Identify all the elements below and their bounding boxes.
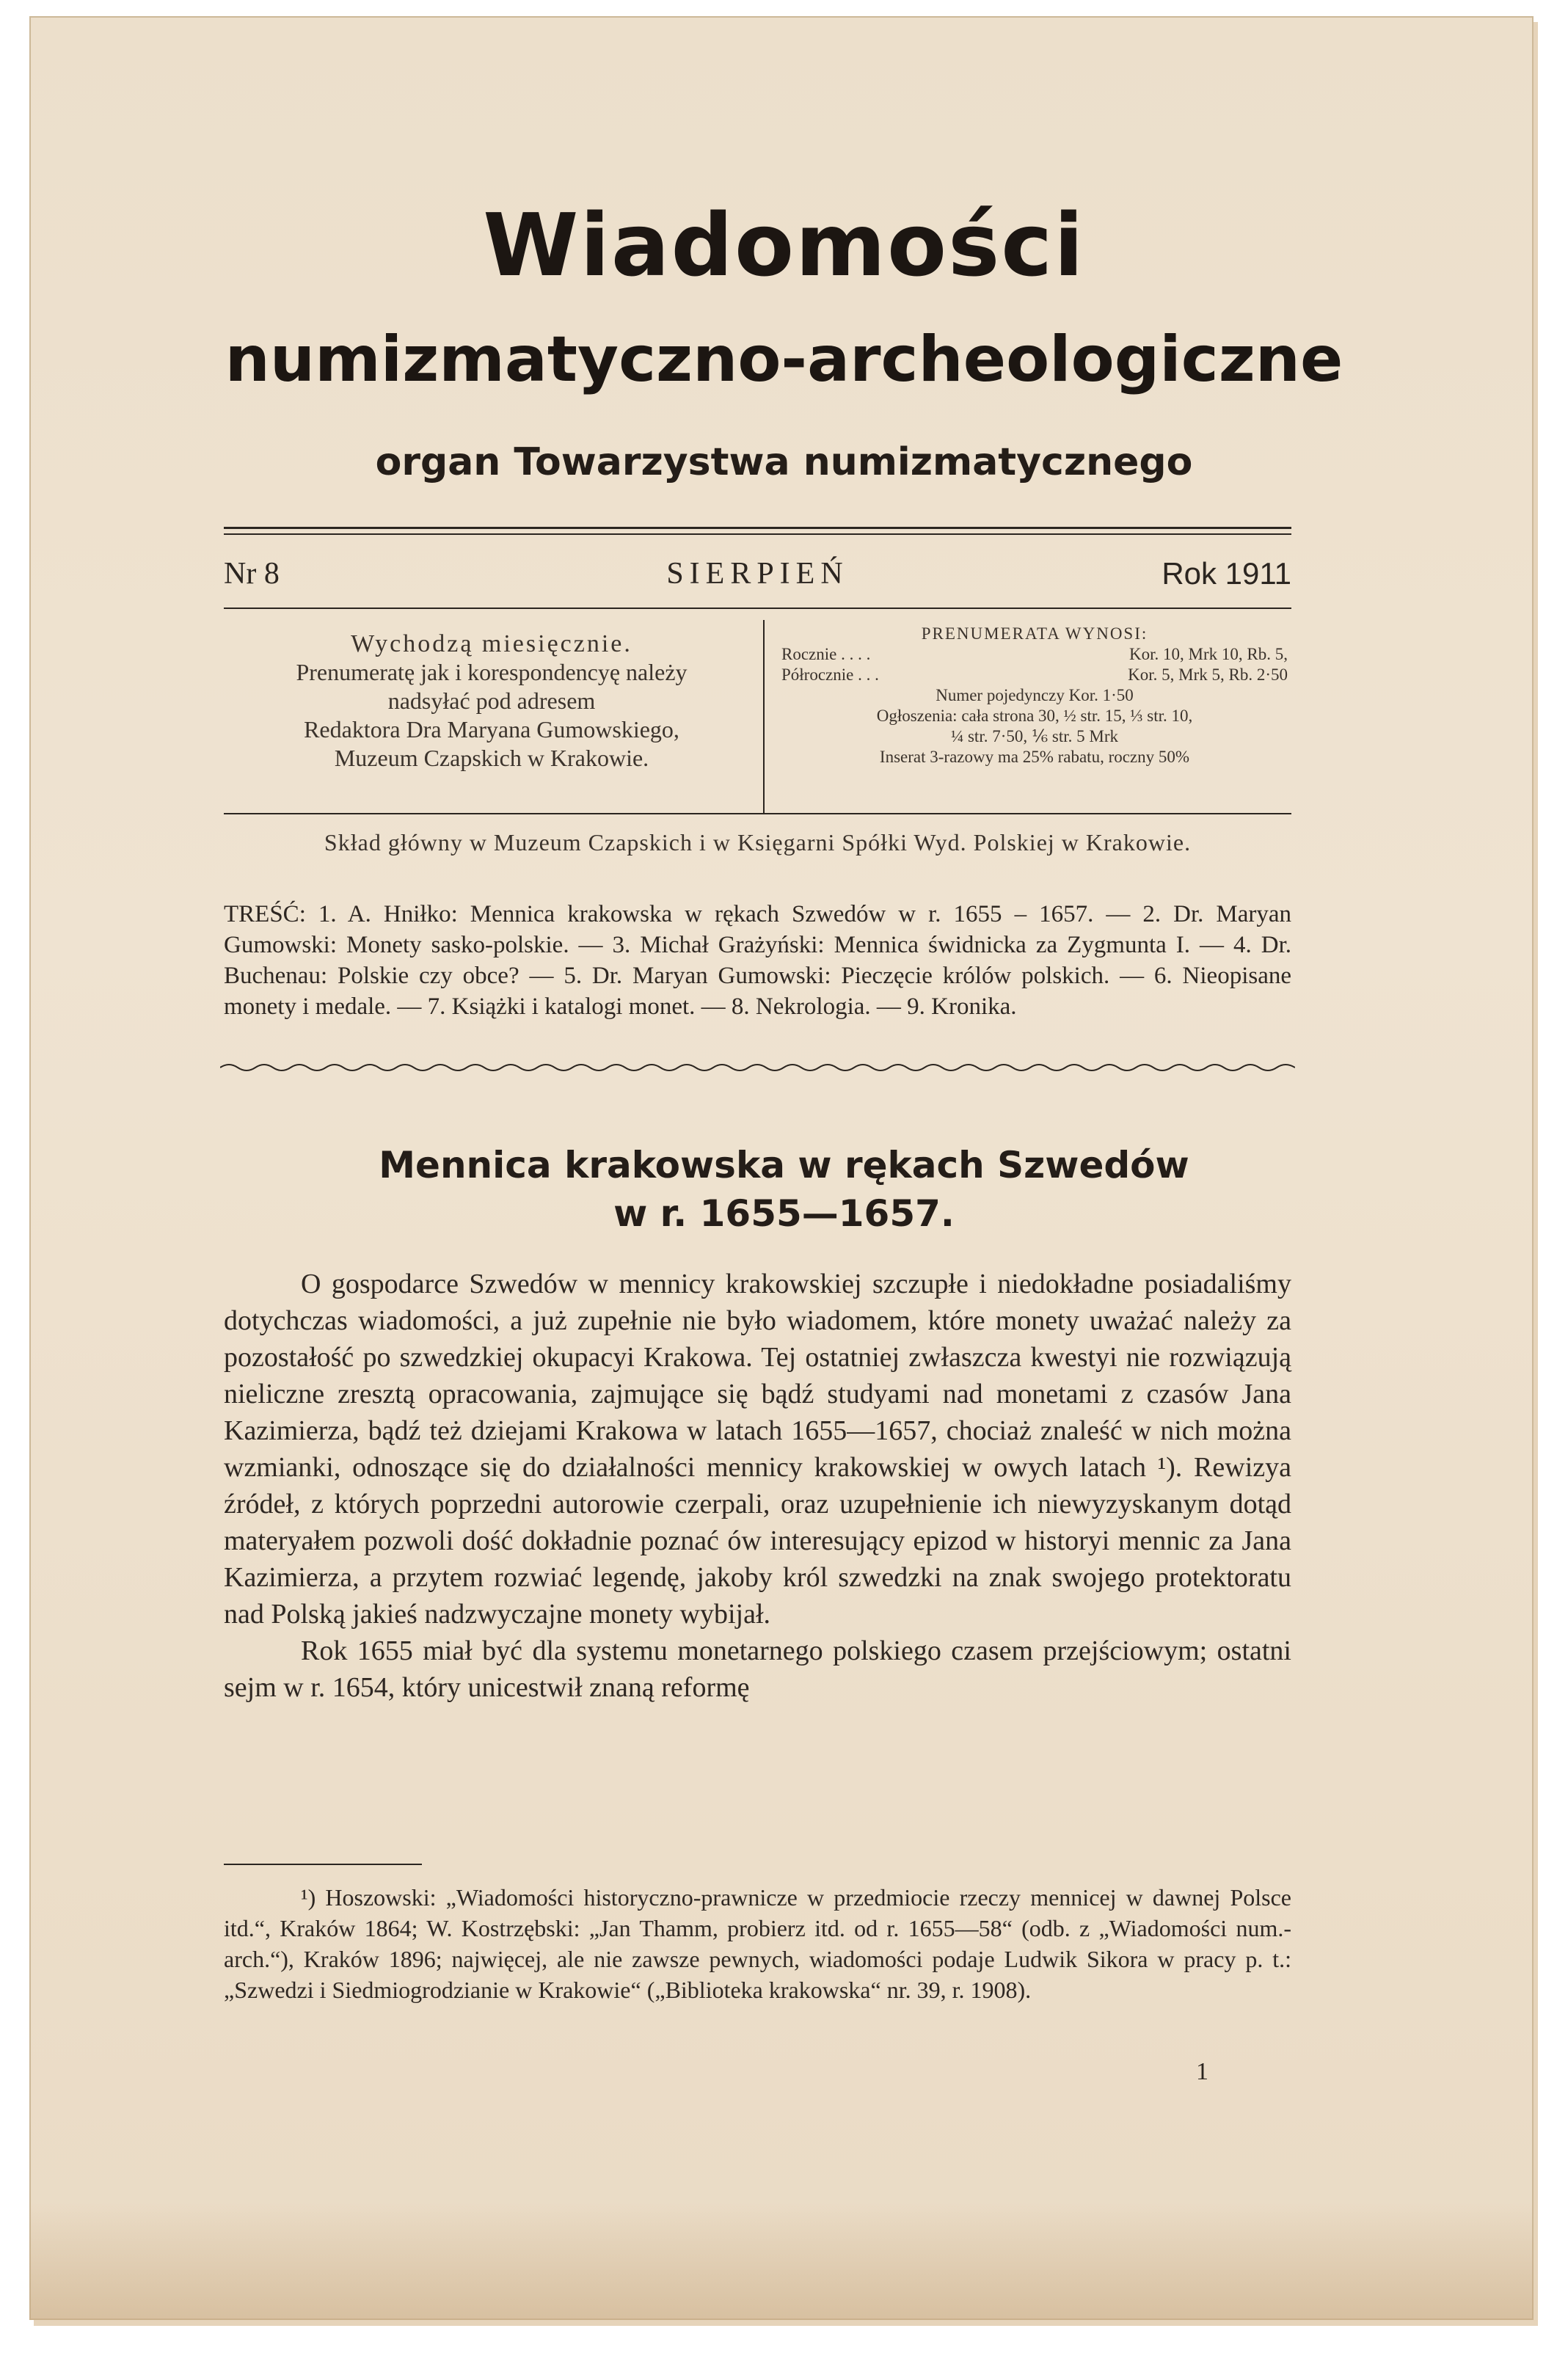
info-divider <box>763 620 765 814</box>
subscription-heading: PRENUMERATA WYNOSI: <box>921 624 1148 643</box>
article-title <box>0 1141 1568 1238</box>
article-paragraph: O gospodarce Szwedów w mennicy krakowskiej szczupłe i niedokładne posiadaliśmy dotychczas wiadomości, a już zupełnie nie było wiadomem, które monety uważać należy za pozostałość po szwedzkiej okupacyi Krakowa. Tej ostatniej zwłaszcza kwestyi nie rozwiązują nieliczne zresztą opracowania, zajmujące się bądź studyami nad monetami z czasów Jana Kazimierza, bądź też dziejami Krakowa w latach 1655—1657, chociaż znaleść w nich można wzmianki, odnoszące się do działalności mennicy krakowskiej w owych latach ¹). Rewizya źródeł, z których poprzedni autorowie czerpali, oraz uzupełnienie ich niewyzyskanym dotąd materyałem pozwoli dość dokładnie poznać ów interesujący epizod w historyi mennic za Jana Kazimierza, a przytem rozwiać legendę, jakoby król szwedzki na znak swojego protektoratu nad Polską jakieś nadzwyczajne monety wybijał. <box>224 1269 1291 1630</box>
yearly-value: Kor. 10, Mrk 10, Rb. 5, <box>1129 645 1288 663</box>
distribution-note: Skład główny w Muzeum Czapskich i w Księgarni Spółki Wyd. Polskiej w Krakowie. <box>324 829 1192 856</box>
info-line: Redaktora Dra Maryana Gumowskiego, <box>304 716 679 743</box>
halfyear-price-row <box>774 665 1295 685</box>
article-title-line: Mennica krakowska w rękach Szwedów <box>379 1144 1189 1186</box>
article-paragraph: Rok 1655 miał być dla systemu monetarnego polskiego czasem przejściowym; ostatni sejm w r. 1654, który unicestwił znaną reformę <box>224 1635 1291 1703</box>
journal-subtitle: numizmatyczno-archeologiczne <box>225 323 1343 396</box>
issue-bar <box>224 556 1291 600</box>
footnote-rule <box>224 1864 422 1865</box>
yearly-price-row <box>774 644 1295 665</box>
info-line: nadsyłać pod adresem <box>387 687 596 714</box>
article-body <box>224 1266 1291 1706</box>
insert-discount: Inserat 3-razowy ma 25% rabatu, roczny 50% <box>879 748 1190 766</box>
masthead-rule-top-thin <box>224 533 1291 535</box>
publication-info <box>224 630 759 773</box>
ads-price-line: ¼ str. 7·50, ⅙ str. 5 Mrk <box>950 727 1119 745</box>
halfyear-label: Półrocznie . . . <box>781 665 879 684</box>
info-line: Prenumeratę jak i korespondencyę należy <box>296 659 688 685</box>
issue-rule <box>224 608 1291 609</box>
frequency-heading: Wychodzą miesięcznie. <box>351 630 632 657</box>
journal-organ: organ Towarzystwa numizmatycznego <box>375 440 1193 484</box>
halfyear-value: Kor. 5, Mrk 5, Rb. 2·50 <box>1128 665 1288 684</box>
ads-price-line: Ogłoszenia: cała strona 30, ½ str. 15, ⅓ str. 10, <box>876 707 1193 725</box>
issue-month: SIERPIEŃ <box>666 557 849 591</box>
footnote: ¹) Hoszowski: „Wiadomości historyczno-prawnicze w przedmiocie rzeczy mennicej w dawnej Polsce itd.“, Kraków 1864; W. Kostrzębski: „Jan Thamm, probierz itd. od r. 1655—58“ (odb. z „Wiadomości num.-arch.“), Kraków 1896; najwięcej, ale nie zawsze pewnych, wiadomości podaje Ludwik Sikora w pracy p. t.: „Szwedzi i Siedmiogrodzianie w Krakowie“ („Biblioteka krakowska“ nr. 39, r. 1908). <box>224 1884 1291 2003</box>
subscription-info <box>774 624 1295 767</box>
page-number: 1 <box>1196 2058 1208 2085</box>
decorative-wave-divider <box>220 1060 1295 1075</box>
single-issue-price: Numer pojedynczy Kor. 1·50 <box>936 686 1134 704</box>
yearly-label: Rocznie . . . . <box>781 645 871 663</box>
journal-title: Wiadomości <box>483 194 1085 296</box>
info-rule-bottom <box>224 813 1291 814</box>
table-of-contents: TREŚĆ: 1. A. Hniłko: Mennica krakowska w rękach Szwedów w r. 1655 – 1657. — 2. Dr. Maryan Gumowski: Monety sasko-polskie. — 3. Michał Grażyński: Mennica świdnicka za Zygmunta I. — 4. Dr. Buchenau: Polskie czy obce? — 5. Dr. Maryan Gumowski: Pieczęcie królów polskich. — 6. Nieopisane monety i medale. — 7. Książki i katalogi monet. — 8. Nekrologia. — 9. Kronika. <box>224 901 1291 1020</box>
info-line: Muzeum Czapskich w Krakowie. <box>334 745 649 771</box>
issue-year: Rok 1911 <box>1162 556 1291 591</box>
masthead-rule-top <box>224 527 1291 529</box>
issue-number: Nr 8 <box>224 557 280 591</box>
article-title-line: w r. 1655—1657. <box>613 1192 955 1235</box>
